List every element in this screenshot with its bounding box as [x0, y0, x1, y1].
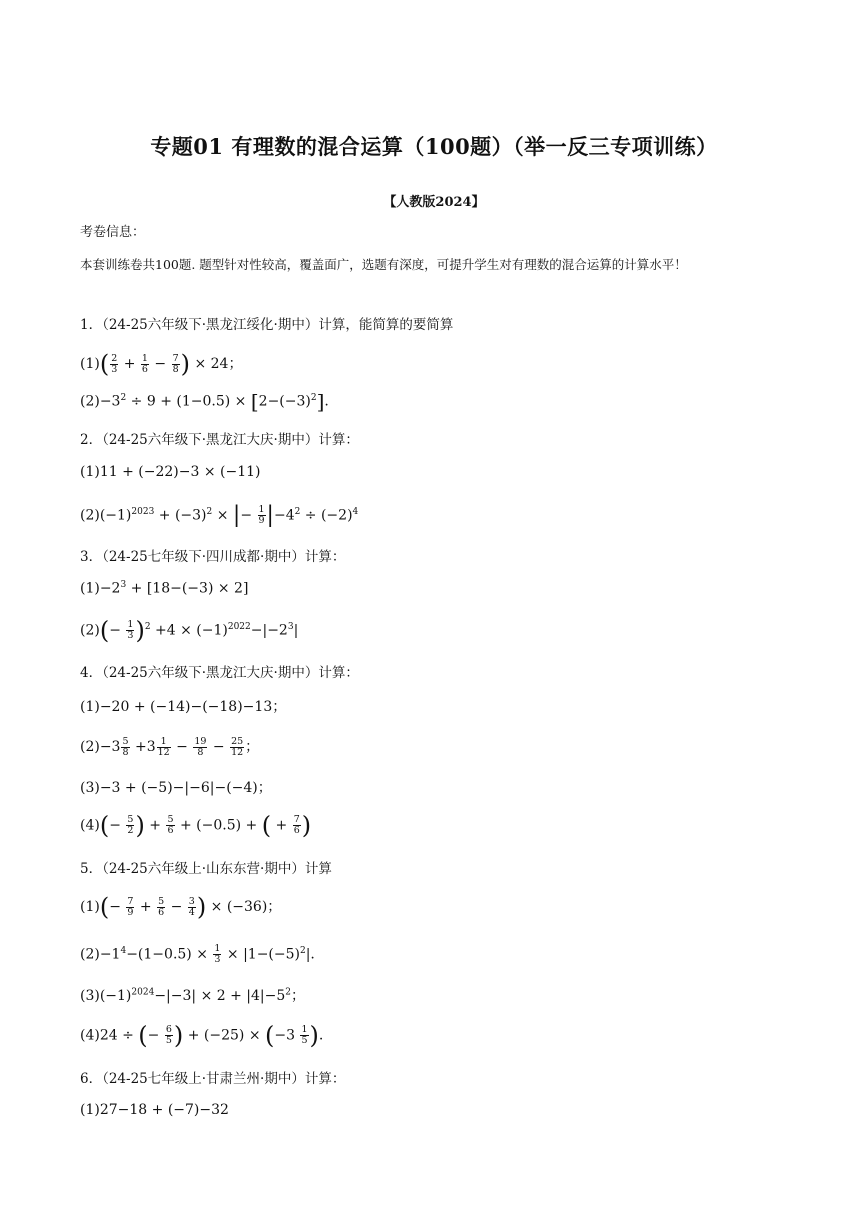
q2-part2: $(2)(-1)^{2023} + (-3)^2$ × |− $\frac{1}{9}$ $|-4^2 \div (-2)^4$ [80, 502, 359, 528]
q5-part4: (4)24 ÷ (− $\frac{6}{5}$ ) + (−25) × (−3 $\frac{1}{5}$ ). [80, 1021, 324, 1050]
q1-part1: (1)( $\frac{2}{3}$ + $\frac{1}{6}$ − $\frac{7}{8}$ ) × 24； [80, 350, 243, 378]
edition-label: 【人教版2024】 [383, 195, 485, 210]
q6-part1: (1)27−18 + (−7)−32 [80, 1102, 229, 1118]
q1-part2: $(2)-3^2 \div 9 + (1-0.5) \times [2-(-3)^2]$. [80, 389, 329, 414]
info-label: 考卷信息： [80, 225, 146, 240]
q3-part2: (2)(− $\frac{1}{3}$ )$^2 +4 \times (-1)^{2022}-|-2^3|$ [80, 616, 299, 645]
question-1-header: 1．（24-25六年级下·黑龙江绥化·期中）计算，能简算的要简算 [80, 317, 454, 333]
q5-part1: (1)(− $\frac{7}{9}$ + $\frac{5}{6}$ − $\frac{3}{4}$ ) × (−36)； [80, 893, 282, 921]
q4-part3: (3)−3 + (−5)−|−6|−(−4)； [80, 780, 272, 796]
q4-part4: (4)(− $\frac{5}{2}$ ) + $\frac{5}{6}$ + (−0.5) + ( + $\frac{7}{6}$ ) [80, 811, 312, 840]
intro-text: 本套训练卷共100题. 题型针对性较高，覆盖面广，选题有深度，可提升学生对有理数的混合运算的计算水平！ [80, 257, 687, 272]
question-6-header: 6．（24-25七年级上·甘肃兰州·期中）计算： [80, 1071, 346, 1087]
question-4-header: 4．（24-25六年级下·黑龙江大庆·期中）计算： [80, 665, 359, 681]
question-2-header: 2．（24-25六年级下·黑龙江大庆·期中）计算： [80, 432, 359, 448]
page-title: 专题01 有理数的混合运算（100题）（举一反三专项训练） [150, 134, 718, 159]
q5-part3: $(3)(-1)^{2024}-|-3| \times 2 + |4|-5^2$； [80, 987, 305, 1004]
question-3-header: 3．（24-25七年级下·四川成都·期中）计算： [80, 549, 346, 565]
q4-part1: (1)−20 + (−14)−(−18)−13； [80, 699, 287, 715]
q5-part2: $(2)-1^4-(1-0.5)$ × $\frac{1}{3}$ × $|1-(-5)^2|$. [80, 943, 315, 965]
q4-part2: (2)−3 $\frac{5}{8}$ +3 $\frac{1}{12}$ − $\frac{19}{8}$ − $\frac{25}{12}$ ； [80, 735, 260, 758]
q2-part1: (1)11 + (−22)−3 × (−11) [80, 464, 261, 480]
q3-part1: $(1)-2^3 + [18-(-3) \times 2]$ [80, 580, 249, 597]
question-5-header: 5．（24-25六年级上·山东东营·期中）计算 [80, 861, 332, 877]
